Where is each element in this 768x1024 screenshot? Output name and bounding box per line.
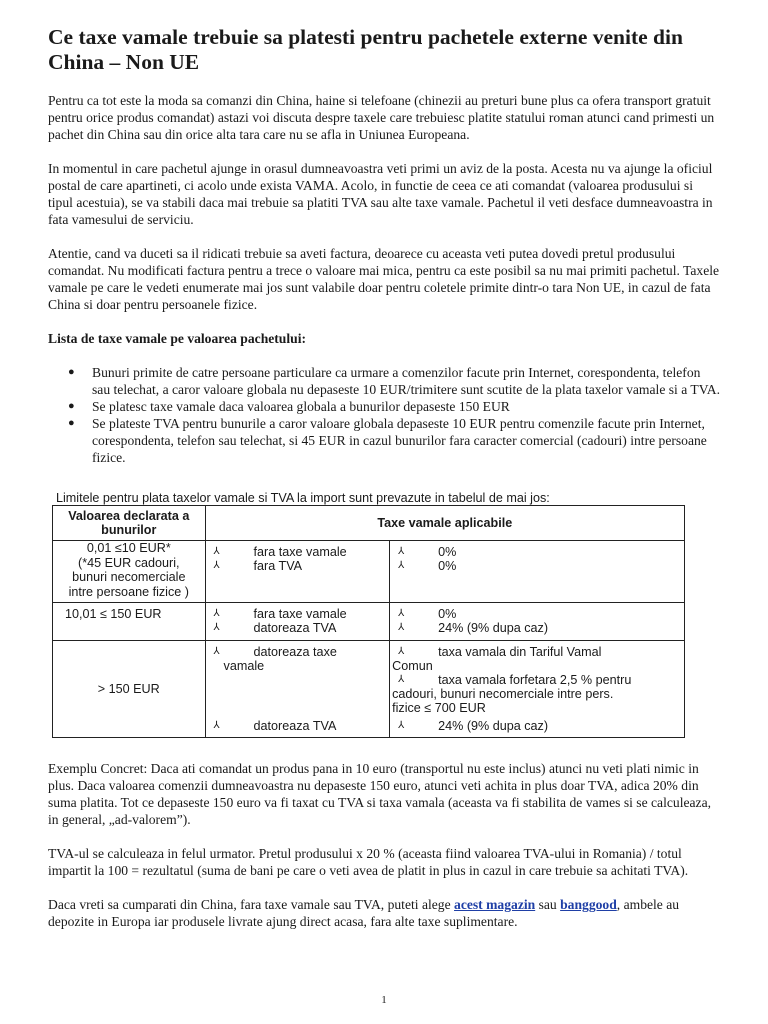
marker-icon: ⅄ — [213, 546, 220, 557]
banggood-link[interactable]: banggood — [560, 897, 617, 912]
rates-cell: ⅄ 0% ⅄ 0% — [390, 541, 685, 603]
table-header-row — [53, 506, 685, 541]
header-declared-value: Valoarea declarata a bunurilor — [53, 506, 206, 541]
customs-limits-table — [52, 505, 685, 738]
marker-icon: ⅄ — [398, 720, 405, 731]
marker-icon: ⅄ — [213, 622, 220, 633]
list-heading: Lista de taxe vamale pe valoarea pachetului: — [48, 331, 307, 346]
paragraph-vat-formula: TVA-ul se calculeaza in felul urmator. Pretul produsului x 20 % (aceasta fiind valoarea TVA-ului in Romania) / totul impartit la 100 = rezultatul (suma de bani pe care o veti avea de platit in plus in cazul in care trebuie sa achitati TVA). — [48, 846, 689, 878]
marker-icon: ⅄ — [213, 646, 220, 657]
marker-icon: ⅄ — [398, 546, 405, 557]
bullet-icon: ● — [68, 417, 75, 429]
marker-icon: ⅄ — [398, 608, 405, 619]
paragraph-intro: Pentru ca tot este la moda sa comanzi din China, haine si telefoane (chinezii au preturi bune plus ca ofera transport gratuit pentru orice produs comandat) astazi voi discuta despre taxele care trebuiesc platite statului roman atunci cand primesti un pachet din China sau din orice alta tara care nu se afla in Uniunea Europeana. — [48, 93, 715, 142]
table-row — [53, 603, 685, 641]
paragraph-invoice-warning: Atentie, cand va duceti sa il ridicati trebuie sa aveti factura, deoarece cu aceasta veti putea dovedi pretul produsului comandat. Nu modificati factura pentru a trece o valoare mai mica, pentru ca este posibil sa nu mai primiti pachetul. Taxele vamale pe care le vedeti enumerate mai jos sunt valabile doar pentru coletele primite dintr-o tara Non UE, in cazul de fata China si doar pentru persoanele fizice. — [48, 246, 720, 312]
taxes-cell: ⅄ fara taxe vamale ⅄ datoreaza TVA — [205, 603, 390, 641]
marker-icon: ⅄ — [398, 622, 405, 633]
rates-cell: ⅄ 0% ⅄ 24% (9% dupa caz) — [390, 603, 685, 641]
page-number: 1 — [381, 994, 387, 1006]
bullet-icon: ● — [68, 366, 75, 378]
paragraph-shop-links: Daca vreti sa cumparati din China, fara taxe vamale sau TVA, puteti alege acest magazin sau banggood, ambele au depozite in Europa iar produsele livrate ajung direct acasa, fara alte taxe suplimentare. — [48, 897, 680, 929]
table-caption: Limitele pentru plata taxelor vamale si TVA la import sunt prevazute in tabelul de mai jos: — [56, 491, 550, 505]
paragraph-example: Exemplu Concret: Daca ati comandat un produs pana in 10 euro (transportul nu este inclus) atunci nu veti plati nimic in plus. Daca valoarea comenzii dumneavoastra nu depaseste 150 euro, atunci veti achita in plus doar TVA, adica 20% din suma platita. Tot ce depaseste 150 euro va fi taxat cu TVA si taxa vamala (aceasta va fi stabilita de vames si se calculeaza, in general, „ad-valorem”). — [48, 761, 711, 827]
marker-icon: ⅄ — [398, 646, 405, 657]
value-cell: > 150 EUR — [53, 641, 206, 738]
value-cell: 10,01 ≤ 150 EUR — [53, 603, 206, 641]
taxes-cell: ⅄ datoreaza taxe vamale ⅄ datoreaza TVA — [205, 641, 390, 738]
list-item: ● Se plateste TVA pentru bunurile a caror valoare globala depaseste 10 EUR pentru comenzile facute prin Internet, corespondenta, telefon sau telechat, si 45 EUR in cazul bunurilor fara caracter comercial (cadouri) intre persoane fizice. — [68, 416, 707, 465]
table-row — [53, 641, 685, 738]
value-cell: 0,01 ≤10 EUR* (*45 EUR cadouri, bunuri necomerciale intre persoane fizice ) — [53, 541, 206, 603]
document-page — [48, 22, 720, 930]
marker-icon: ⅄ — [398, 674, 405, 685]
marker-icon: ⅄ — [213, 608, 220, 619]
taxes-cell: ⅄ fara taxe vamale ⅄ fara TVA — [205, 541, 390, 603]
marker-icon: ⅄ — [213, 560, 220, 571]
tax-bullet-list — [48, 364, 720, 466]
header-applicable-taxes: Taxe vamale aplicabile — [205, 506, 684, 541]
page-title: Ce taxe vamale trebuie sa platesti pentru pachetele externe venite din China – Non UE — [48, 25, 683, 74]
marker-icon: ⅄ — [398, 560, 405, 571]
bullet-icon: ● — [68, 400, 75, 412]
list-item: ● Se platesc taxe vamale daca valoarea globala a bunurilor depaseste 150 EUR — [68, 399, 510, 414]
list-item: ● Bunuri primite de catre persoane particulare ca urmare a comenzilor facute prin Internet, corespondenta, telefon sau telechat, a caror valoare globala nu depaseste 10 EUR/trimitere sunt scutite de la plata taxelor vamale si a TVA. — [68, 365, 720, 397]
rates-cell: ⅄ taxa vamala din Tariful Vamal Comun ⅄ taxa vamala forfetara 2,5 % pentru cadouri, bunuri necomerciale intre pers. fizice ≤ 700 EUR ⅄ 24% (9% dupa caz) — [390, 641, 685, 738]
paragraph-post-office: In momentul in care pachetul ajunge in orasul dumneavoastra veti primi un aviz de la posta. Acesta nu va ajunge la oficiul postal de care apartineti, ci acolo unde exista VAMA. Acolo, in functie de ceea ce ati comandat (valoarea produsului si tipul acestuia), se va stabili daca mai trebuie sa platiti TVA sau alte taxe vamale. Pachetul il veti desface dumneavoastra in fata vamesului de serviciu. — [48, 161, 713, 227]
table-row — [53, 541, 685, 603]
marker-icon: ⅄ — [213, 720, 220, 731]
shop-link[interactable]: acest magazin — [454, 897, 536, 912]
